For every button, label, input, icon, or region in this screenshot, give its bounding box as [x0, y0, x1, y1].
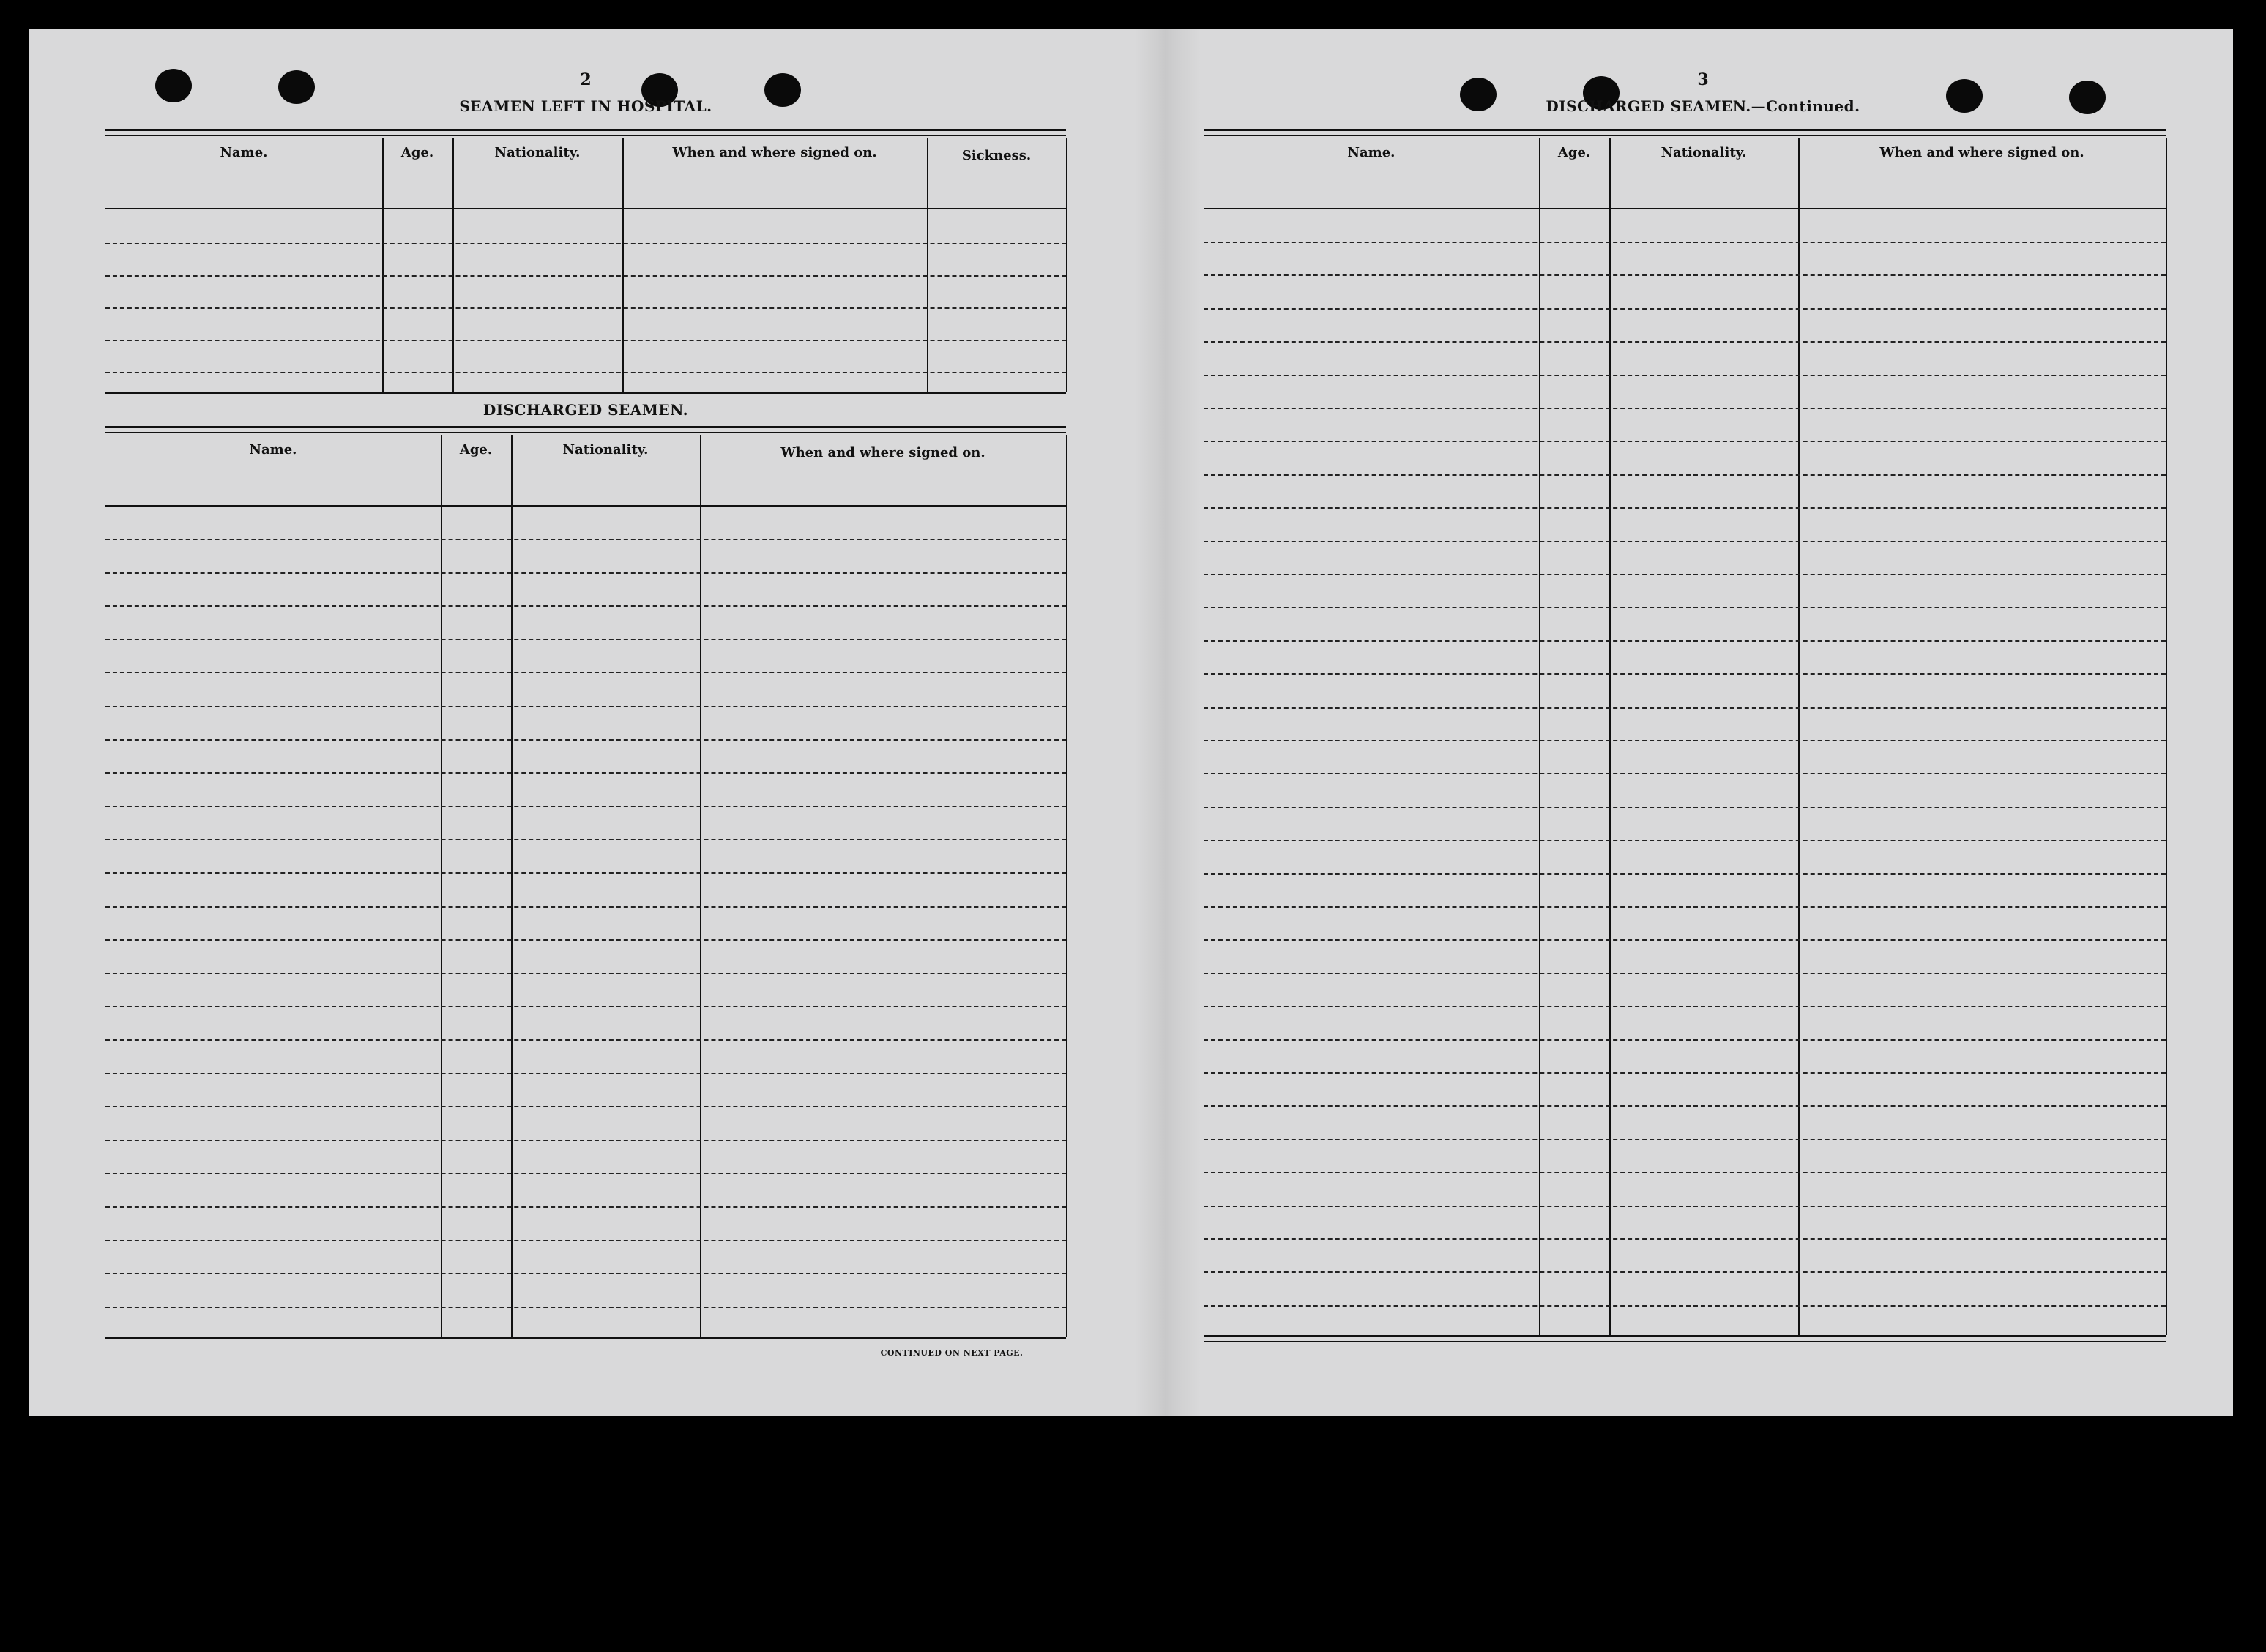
- section-rule: [1204, 1341, 2166, 1342]
- column-nationality: [1609, 138, 1800, 1335]
- double-rule: [1204, 135, 2166, 136]
- column-name: [105, 138, 384, 392]
- entry-line: [105, 1240, 1066, 1241]
- discharged-table: [105, 435, 1066, 1337]
- column-header: Age.: [459, 442, 493, 457]
- entry-line: [1204, 1305, 2166, 1307]
- entry-line: [105, 906, 1066, 908]
- entry-line: [1204, 242, 2166, 243]
- entry-line: [1204, 973, 2166, 974]
- entry-line: [105, 639, 1066, 640]
- entry-line: [105, 672, 1066, 673]
- double-rule: [105, 129, 1066, 131]
- header-rule: [1204, 208, 2166, 209]
- column-signed-on: [700, 435, 1067, 1337]
- entry-line: [105, 739, 1066, 741]
- column-name: [105, 435, 442, 1337]
- entry-line: [105, 706, 1066, 707]
- entry-line: [105, 1073, 1066, 1074]
- entry-line: [105, 307, 1066, 309]
- entry-line: [1204, 375, 2166, 376]
- entry-line: [1204, 1039, 2166, 1041]
- column-header: Nationality.: [494, 145, 581, 160]
- column-sickness: [927, 138, 1067, 392]
- entry-line: [1204, 474, 2166, 476]
- entry-line: [1204, 1271, 2166, 1273]
- double-rule: [1204, 129, 2166, 131]
- column-header: Name.: [249, 442, 297, 457]
- column-age: [1539, 138, 1611, 1335]
- section-rule: [105, 1337, 1066, 1339]
- entry-line: [105, 1039, 1066, 1041]
- entry-line: [1204, 807, 2166, 808]
- column-header: Nationality.: [562, 442, 649, 457]
- hospital-table: [105, 138, 1066, 392]
- punch-hole: [1946, 79, 1983, 113]
- discharged-section-title: DISCHARGED SEAMEN.: [482, 401, 689, 419]
- double-rule: [105, 432, 1066, 433]
- entry-line: [105, 1006, 1066, 1007]
- entry-line: [105, 275, 1066, 277]
- column-header: When and where signed on.: [780, 445, 985, 460]
- entry-line: [105, 1140, 1066, 1141]
- entry-line: [1204, 906, 2166, 908]
- section-rule: [1204, 1335, 2166, 1337]
- page-number: 3: [1697, 70, 1709, 89]
- column-header: Name.: [220, 145, 268, 160]
- double-rule: [105, 426, 1066, 428]
- entry-line: [105, 1173, 1066, 1174]
- entry-line: [105, 605, 1066, 607]
- entry-line: [1204, 1139, 2166, 1140]
- column-header: When and where signed on.: [1879, 145, 2084, 160]
- column-age: [382, 138, 454, 392]
- entry-line: [105, 372, 1066, 373]
- header-rule: [105, 208, 1066, 209]
- entry-line: [1204, 1206, 2166, 1207]
- entry-line: [1204, 541, 2166, 542]
- column-nationality: [511, 435, 701, 1337]
- entry-line: [1204, 308, 2166, 310]
- punch-hole: [155, 69, 192, 102]
- entry-line: [1204, 507, 2166, 509]
- entry-line: [1204, 607, 2166, 608]
- column-signed-on: [622, 138, 928, 392]
- hospital-section-title: SEAMEN LEFT IN HOSPITAL.: [459, 97, 712, 115]
- entry-line: [105, 772, 1066, 774]
- entry-line: [105, 939, 1066, 941]
- entry-line: [1204, 939, 2166, 941]
- discharged-continued-table: [1204, 138, 2166, 1335]
- entry-line: [1204, 274, 2166, 276]
- column-header: Name.: [1347, 145, 1395, 160]
- continued-note: CONTINUED ON NEXT PAGE.: [880, 1348, 1024, 1358]
- entry-line: [1204, 773, 2166, 774]
- column-nationality: [452, 138, 624, 392]
- entry-line: [1204, 341, 2166, 343]
- entry-line: [1204, 1105, 2166, 1107]
- entry-line: [105, 572, 1066, 574]
- punch-hole: [2069, 81, 2106, 114]
- entry-line: [1204, 574, 2166, 575]
- entry-line: [105, 340, 1066, 341]
- header-rule: [105, 505, 1066, 507]
- column-header: Nationality.: [1661, 145, 1747, 160]
- column-header: Sickness.: [961, 148, 1032, 163]
- section-rule: [105, 392, 1066, 394]
- entry-line: [1204, 707, 2166, 709]
- double-rule: [105, 135, 1066, 136]
- entry-line: [1204, 1006, 2166, 1007]
- entry-line: [1204, 673, 2166, 675]
- page-number: 2: [580, 70, 592, 89]
- entry-line: [1204, 740, 2166, 741]
- column-header: Age.: [1557, 145, 1591, 160]
- entry-line: [1204, 441, 2166, 442]
- entry-line: [105, 806, 1066, 807]
- entry-line: [1204, 1172, 2166, 1173]
- punch-hole: [278, 70, 315, 104]
- entry-line: [105, 1307, 1066, 1308]
- document-sheet: [29, 29, 2233, 1416]
- entry-line: [105, 243, 1066, 244]
- entry-line: [105, 539, 1066, 540]
- entry-line: [1204, 408, 2166, 409]
- entry-line: [105, 1206, 1066, 1208]
- column-signed-on: [1798, 138, 2167, 1335]
- entry-line: [1204, 640, 2166, 642]
- discharged-continued-title: DISCHARGED SEAMEN.—Continued.: [1546, 97, 1860, 115]
- entry-line: [105, 839, 1066, 840]
- punch-hole: [1460, 78, 1497, 111]
- entry-line: [105, 973, 1066, 974]
- entry-line: [1204, 1238, 2166, 1240]
- entry-line: [105, 1273, 1066, 1274]
- entry-line: [1204, 873, 2166, 875]
- column-header: Age.: [400, 145, 434, 160]
- column-name: [1204, 138, 1540, 1335]
- entry-line: [1204, 1072, 2166, 1074]
- entry-line: [105, 872, 1066, 874]
- entry-line: [105, 1106, 1066, 1107]
- column-age: [441, 435, 513, 1337]
- column-header: When and where signed on.: [672, 145, 877, 160]
- entry-line: [1204, 840, 2166, 841]
